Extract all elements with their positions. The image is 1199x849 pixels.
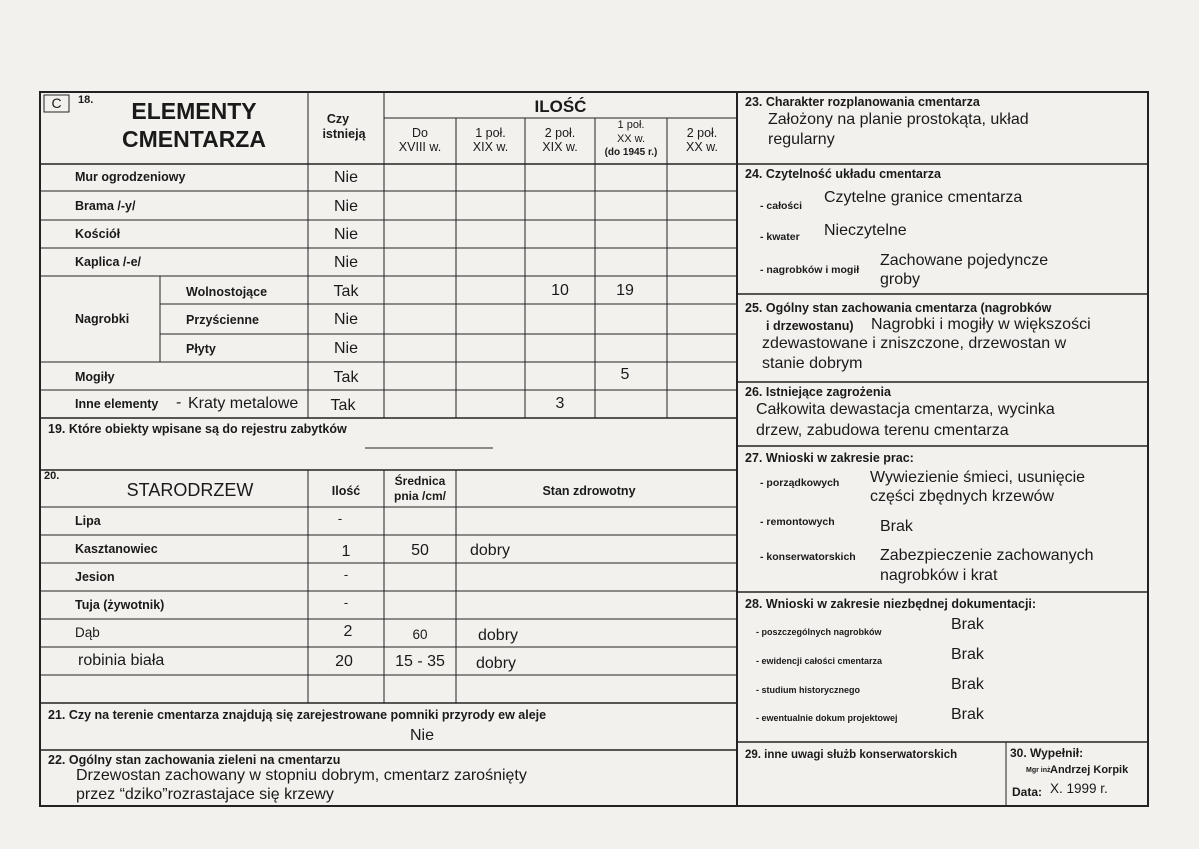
label-27-remontowych: - remontowych [760, 516, 835, 528]
label-24-calosci: - całości [760, 200, 803, 212]
tree-name-lipa: Lipa [75, 514, 101, 528]
answer-22-line1: Drzewostan zachowany w stopniu dobrym, cmentarz zarośnięty [76, 767, 527, 784]
tree-name-robinia: robinia biała [78, 652, 165, 669]
question-29: 29. inne uwagi służb konserwatorskich [745, 749, 958, 761]
period-line: XX w. [616, 133, 646, 145]
label-27-porzadkowych: - porządkowych [760, 477, 840, 489]
row-exists-kosciol: Nie [333, 226, 358, 243]
answer-24-calosci: Czytelne granice cmentarza [824, 189, 1023, 206]
tree-name-kasztanowiec: Kasztanowiec [75, 542, 158, 556]
value-mogily-1pol-xx: 5 [620, 366, 630, 383]
row-exists-mogily: Tak [333, 369, 359, 386]
value-inne-2pol-xix: 3 [555, 395, 565, 412]
date-value: X. 1999 r. [1050, 781, 1108, 796]
tree-name-dab: Dąb [75, 625, 100, 640]
starodrzew-title: STARODRZEW [126, 480, 254, 500]
ilosc-col-header: Ilość [331, 484, 361, 498]
label-24-nagrobkow: - nagrobków i mogił [760, 264, 860, 276]
tree-name-tuja: Tuja (żywotnik) [75, 598, 165, 612]
period-line: 2 poł. [544, 126, 576, 140]
answer-24-kwater: Nieczytelne [824, 222, 907, 239]
period-line: Do [412, 126, 428, 140]
srednica-line1: Średnica [394, 474, 446, 488]
date-label: Data: [1012, 785, 1043, 799]
answer-25-line2: zdewastowane i zniszczone, drzewostan w [762, 335, 1067, 352]
filler-title: Mgr inż. [1026, 767, 1053, 774]
period-line: XX w. [686, 140, 718, 154]
section-20-number: 20. [44, 470, 60, 482]
question-27: 27. Wnioski w zakresie prac: [745, 451, 914, 465]
period-1pol-xix [456, 126, 525, 154]
row-label-inne: Inne elementy [75, 397, 159, 411]
label-28-ewidencji: - ewidencji całości cmentarza [756, 656, 883, 666]
answer-28-nagrobkow: Brak [951, 616, 984, 633]
row-label-przyscienne: Przyścienne [186, 313, 259, 327]
period-1pol-xx [595, 118, 667, 160]
value-wolnostojace-1pol-xx: 19 [616, 282, 634, 299]
label-28-projektowej: - ewentualnie dokum projektowej [756, 713, 898, 723]
answer-27-remontowych: Brak [880, 518, 913, 535]
question-25-line1: 25. Ogólny stan zachowania cmentarza (nagrobków [745, 301, 1052, 315]
section-18-number: 18. [78, 94, 94, 106]
row-exists-brama: Nie [333, 198, 358, 215]
answer-24-nagrobkow-line1: Zachowane pojedyncze [880, 252, 1049, 269]
tree-state-dab: dobry [478, 627, 519, 644]
inne-value: Kraty metalowe [188, 395, 299, 412]
c-label: C [51, 95, 62, 111]
row-exists-przyscienne: Nie [333, 311, 358, 328]
answer-23-line1: Założony na planie prostokąta, układ [768, 111, 1029, 128]
tree-diam-kasztanowiec: 50 [411, 542, 429, 559]
question-23: 23. Charakter rozplanowania cmentarza [745, 95, 980, 109]
row-label-kosciol: Kościół [75, 227, 121, 241]
answer-26-line2: drzew, zabudowa terenu cmentarza [756, 422, 1009, 439]
period-2pol-xix [525, 126, 595, 154]
answer-21: Nie [410, 727, 435, 744]
row-label-kaplica: Kaplica /-e/ [75, 255, 141, 269]
question-28: 28. Wnioski w zakresie niezbędnej dokumentacji: [745, 597, 1037, 611]
question-22: 22. Ogólny stan zachowania zieleni na cmentarzu [48, 753, 341, 767]
row-label-plyty: Płyty [186, 342, 216, 356]
answer-27-porzadkowych-line1: Wywiezienie śmieci, usunięcie [870, 469, 1086, 486]
period-do-xviii [384, 126, 456, 154]
label-28-studium: - studium historycznego [756, 685, 861, 695]
answer-27-konserwatorskich-line1: Zabezpieczenie zachowanych [880, 547, 1094, 564]
answer-28-ewidencji: Brak [951, 646, 984, 663]
answer-28-projektowej: Brak [951, 706, 984, 723]
row-label-brama: Brama /-y/ [75, 199, 136, 213]
row-label-mogily: Mogiły [75, 370, 115, 384]
period-line: XIX w. [472, 140, 509, 154]
row-exists-kaplica: Nie [333, 254, 358, 271]
question-30: 30. Wypełnił: [1010, 746, 1084, 760]
inne-dash: - [176, 394, 182, 411]
value-wolnostojace-2pol-xix: 10 [551, 282, 569, 299]
label-28-nagrobkow: - poszczególnych nagrobków [756, 627, 882, 637]
answer-25-line3: stanie dobrym [762, 355, 863, 372]
czy-istnieja-line1: Czy [326, 112, 350, 126]
filler-name: Andrzej Korpik [1050, 764, 1129, 776]
row-exists-mur: Nie [333, 169, 358, 186]
answer-24-nagrobkow-line2: groby [880, 271, 921, 288]
czy-istnieja-line2: istnieją [322, 127, 366, 141]
tree-qty-dab: 2 [343, 623, 353, 640]
label-24-kwater: - kwater [760, 231, 800, 243]
period-line: 1 poł. [617, 119, 645, 131]
answer-28-studium: Brak [951, 676, 984, 693]
answer-27-konserwatorskich-line2: nagrobków i krat [880, 567, 998, 584]
period-line: (do 1945 r.) [604, 147, 658, 158]
row-label-wolnostojace: Wolnostojące [186, 285, 268, 299]
tree-qty-jesion: - [343, 567, 349, 582]
answer-27-porzadkowych-line2: części zbędnych krzewów [870, 488, 1055, 505]
label-27-konserwatorskich: - konserwatorskich [760, 551, 856, 563]
answer-25-line1: Nagrobki i mogiły w większości [871, 316, 1091, 333]
period-line: 1 poł. [475, 126, 506, 140]
question-26: 26. Istniejące zagrożenia [745, 385, 891, 399]
row-exists-plyty: Nie [333, 340, 358, 357]
tree-state-robinia: dobry [476, 655, 517, 672]
question-21: 21. Czy na terenie cmentarza znajdują się zarejestrowane pomniki przyrody ew aleje [48, 708, 547, 722]
period-line: XVIII w. [398, 140, 442, 154]
tree-diam-robinia: 15 - 35 [395, 653, 445, 670]
section-18-title-2: CMENTARZA [122, 126, 266, 152]
question-24: 24. Czytelność układu cmentarza [745, 167, 941, 181]
tree-name-jesion: Jesion [75, 570, 115, 584]
answer-23-line2: regularny [768, 131, 835, 148]
row-exists-inne: Tak [330, 397, 356, 414]
ilosc-header: ILOŚĆ [534, 97, 587, 116]
answer-26-line1: Całkowita dewastacja cmentarza, wycinka [756, 401, 1055, 418]
nagrobki-label: Nagrobki [75, 312, 130, 326]
tree-diam-dab: 60 [412, 627, 428, 642]
question-19: 19. Które obiekty wpisane są do rejestru zabytków [48, 422, 347, 436]
period-2pol-xx [667, 126, 737, 154]
answer-22-line2: przez “dziko”rozrastajace się krzewy [76, 786, 334, 803]
tree-qty-robinia: 20 [335, 653, 353, 670]
srednica-col-header [384, 474, 456, 504]
section-18-title-1: ELEMENTY [131, 98, 257, 124]
row-label-mur: Mur ogrodzeniowy [75, 170, 186, 184]
question-25-line2: i drzewostanu) [766, 319, 854, 333]
period-line: 2 poł. [686, 126, 718, 140]
row-exists-wolnostojace: Tak [333, 283, 359, 300]
tree-qty-lipa: - [337, 511, 343, 526]
tree-qty-kasztanowiec: 1 [341, 543, 351, 560]
tree-state-kasztanowiec: dobry [470, 542, 511, 559]
stan-col-header: Stan zdrowotny [542, 484, 636, 498]
period-line: XIX w. [542, 140, 578, 154]
tree-qty-tuja: - [343, 595, 349, 610]
srednica-line2: pnia /cm/ [393, 489, 446, 503]
